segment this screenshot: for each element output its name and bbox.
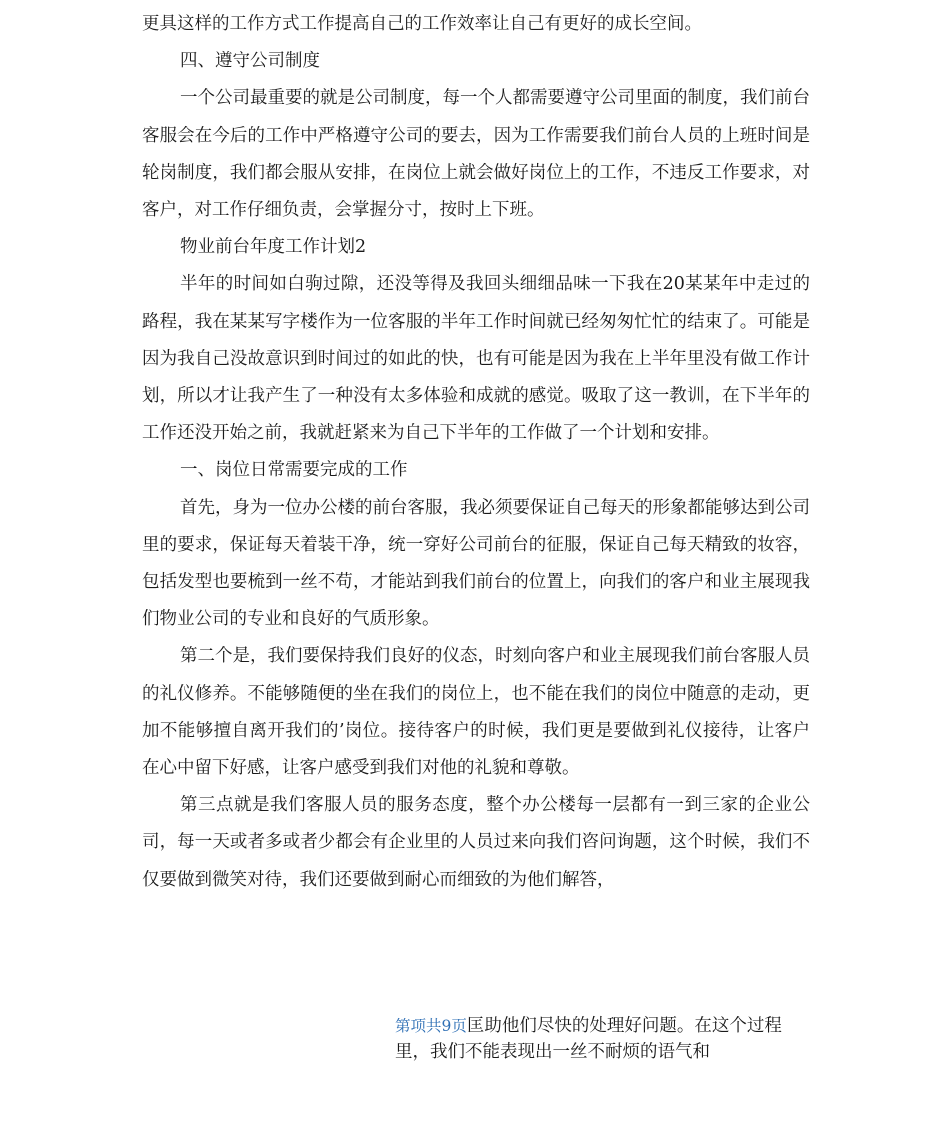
- page-number-link[interactable]: 第项共9页: [395, 1017, 467, 1035]
- paragraph-etiquette: 第二个是，我们要保持我们良好的仪态，时刻向客户和业主展现我们前台客服人员的礼仪修养。不能够随便的坐在我们的岗位上，也不能在我们的岗位中随意的走动，更加不能够擅自离开我们的’岗位。接待客户的时候，我们更是要做到礼仪接待，让客户在心中留下好感，让客户感受到我们对他的礼貌和尊敬。: [142, 646, 810, 779]
- section-heading-4: 四、遵守公司制度: [180, 51, 320, 72]
- paragraph-company-rules: 一个公司最重要的就是公司制度，每一个人都需要遵守公司里面的制度，我们前台客服会在今后的工作中严格遵守公司的要去，因为工作需要我们前台人员的上班时间是轮岗制度，我们都会服从安排，在岗位上就会做好岗位上的工作，不违反工作要求，对客户，对工作仔细负责，会掌握分寸，按时上下班。: [142, 88, 810, 221]
- paragraph-appearance: 首先，身为一位办公楼的前台客服，我必须要保证自己每天的形象都能够达到公司里的要求，保证每天着装干净，统一穿好公司前台的征服，保证自己每天精致的妆容，包括发型也要梳到一丝不苟，才能站到我们前台的位置上，向我们的客户和业主展现我们物业公司的专业和良好的气质形象。: [142, 497, 810, 630]
- document-title-2: 物业前台年度工作计划2: [180, 237, 367, 258]
- paragraph-half-year: 半年的时间如白驹过隙，还没等得及我回头细细品味一下我在20某某年中走过的路程，我在某某写字楼作为一位客服的半年工作时间就已经匆匆忙忙的结束了。可能是因为我自己没故意识到时间过的如此的快，也有可能是因为我在上半年里没有做工作计划，所以才让我产生了一种没有太多体验和成就的感觉。吸取了这一教训，在下半年的工作还没开始之前，我就赶紧来为自己下半年的工作做了一个计划和安排。: [142, 274, 810, 444]
- paragraph-1: 更具这样的工作方式工作提高自己的工作效率让自己有更好的成长空间。: [142, 14, 702, 34]
- page-footer: [395, 1013, 813, 1065]
- section-heading-1: 一、岗位日常需要完成的工作: [180, 460, 408, 481]
- paragraph-service-attitude: 第三点就是我们客服人员的服务态度，整个办公楼每一层都有一到三家的企业公司，每一天或者多或者少都会有企业里的人员过来向我们咨问询题，这个时候，我们不仅要做到微笑对待，我们还要做到耐心而细致的为他们解答，: [142, 795, 810, 890]
- document-body: [142, 6, 810, 899]
- footer-text: 匡助他们尽快的处理好问题。在这个过程里，我们不能表现出一丝不耐烦的语气和: [395, 1016, 782, 1062]
